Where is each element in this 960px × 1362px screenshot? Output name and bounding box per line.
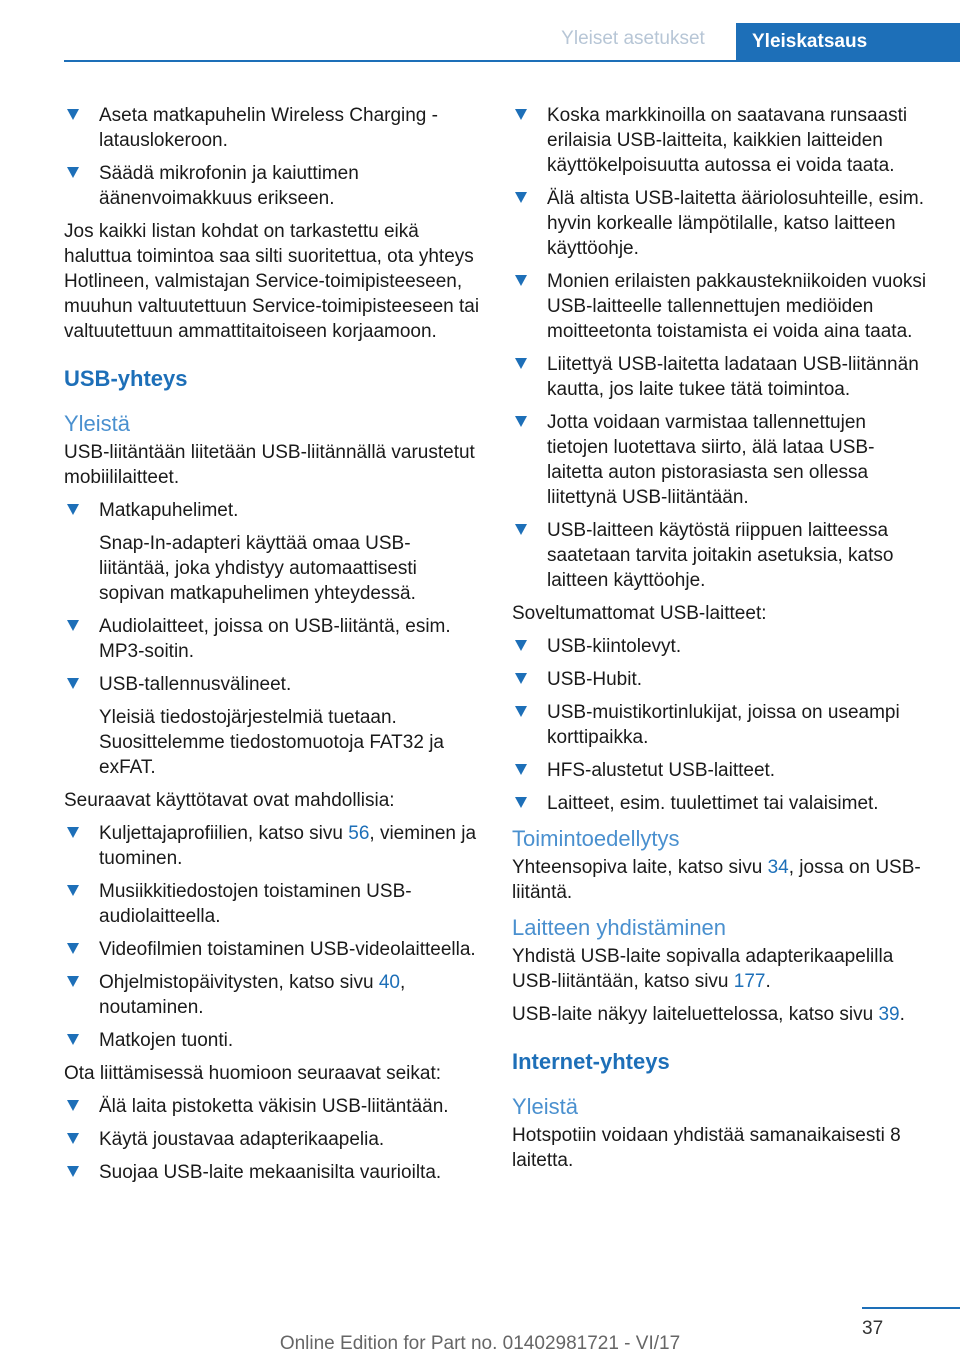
list-item: Älä laita pistoketta väkisin USB-liitäntään. bbox=[64, 1094, 480, 1119]
page-header bbox=[0, 0, 960, 62]
paragraph: USB-liitäntään liitetään USB-liitännällä varustetut mobiililaitteet. bbox=[64, 442, 475, 488]
bullet-triangle-icon bbox=[67, 1034, 79, 1045]
paragraph: Soveltumattomat USB-laitteet: bbox=[512, 603, 767, 624]
paragraph: USB-laite näkyy laiteluettelossa, katso sivu 39. bbox=[512, 1004, 905, 1025]
list-item: USB-kiintolevyt. bbox=[512, 634, 928, 659]
bullet-triangle-icon bbox=[515, 275, 527, 286]
bullet-triangle-icon bbox=[515, 358, 527, 369]
list-item: Matkapuhelimet. Snap-In-adapteri käyttää omaa USB-liitäntää, joka yhdistyy automaattisesti sopivan matkapuhelimen yhteydessä. bbox=[64, 498, 480, 606]
paragraph: Yhteensopiva laite, katso sivu 34, jossa on USB-liitäntä. bbox=[512, 857, 921, 903]
subheading-laitteen-yhdistaminen: Laitteen yhdistäminen bbox=[512, 915, 727, 940]
paragraph: Jos kaikki listan kohdat on tarkastettu eikä haluttua toimintoa saa silti suoritettua, ota yhteys Hotlineen, valmistajan Service-toimipisteeseen, muuhun valtuutettuun Service-toimipisteeseen tai valtuutettuun ammattitaitoiseen korjaamoon. bbox=[64, 221, 480, 342]
section-heading-internet: Internet-yhteys bbox=[512, 1049, 670, 1074]
bullet-triangle-icon bbox=[515, 640, 527, 651]
list-item: Suojaa USB-laite mekaanisilta vaurioilta. bbox=[64, 1160, 480, 1185]
list-item: USB-muistikortinlukijat, joissa on useampi korttipaikka. bbox=[512, 700, 928, 750]
bullet-triangle-icon bbox=[67, 827, 79, 838]
list-item: Musiikkitiedostojen toistaminen USB-audiolaitteella. bbox=[64, 879, 480, 929]
bullet-triangle-icon bbox=[67, 1100, 79, 1111]
subheading-yleista: Yleistä bbox=[512, 1094, 579, 1119]
bullet-triangle-icon bbox=[67, 885, 79, 896]
list-item: Jotta voidaan varmistaa tallennettujen tietojen luotettava siirto, älä lataa USB-laitetta auton pistorasiasta sen ollessa liitettynä USB-liitäntään. bbox=[512, 410, 928, 510]
bullet-triangle-icon bbox=[515, 706, 527, 717]
list-item: Älä altista USB-laitetta ääriolosuhteille, esim. hyvin korkealle lämpötilalle, katso laitteen käyttöohje. bbox=[512, 186, 928, 261]
bullet-triangle-icon bbox=[67, 504, 79, 515]
list-item: Säädä mikrofonin ja kaiuttimen äänenvoimakkuus erikseen. bbox=[64, 161, 480, 211]
list-item-detail: Snap-In-adapteri käyttää omaa USB-liitäntää, joka yhdistyy automaattisesti sopivan matkapuhelimen yhteydessä. bbox=[99, 533, 417, 604]
bullet-triangle-icon bbox=[67, 943, 79, 954]
list-item: Audiolaitteet, joissa on USB-liitäntä, esim. MP3-soitin. bbox=[64, 614, 480, 664]
page-link[interactable]: 56 bbox=[348, 823, 370, 844]
page-number-rule bbox=[862, 1307, 960, 1309]
bullet-triangle-icon bbox=[515, 524, 527, 535]
bullet-triangle-icon bbox=[67, 620, 79, 631]
list-item: Ohjelmistopäivitysten, katso sivu 40, noutaminen. bbox=[64, 970, 480, 1020]
list-item: Laitteet, esim. tuulettimet tai valaisimet. bbox=[512, 791, 928, 816]
bullet-triangle-icon bbox=[67, 976, 79, 987]
paragraph: Yhdistä USB-laite sopivalla adapterikaapelilla USB-liitäntään, katso sivu 177. bbox=[512, 946, 894, 992]
list-item: Koska markkinoilla on saatavana runsaasti erilaisia USB-laitteita, kaikkien laitteiden käyttökelpoisuutta autossa ei voida taata. bbox=[512, 103, 928, 178]
subheading-yleista: Yleistä bbox=[64, 411, 131, 436]
page-link[interactable]: 40 bbox=[378, 972, 400, 993]
list-item: USB-laitteen käytöstä riippuen laitteessa saatetaan tarvita joitakin asetuksia, katso laitteen käyttöohje. bbox=[512, 518, 928, 593]
header-section-title: Yleiset asetukset bbox=[561, 28, 705, 49]
page-link[interactable]: 39 bbox=[878, 1004, 900, 1025]
list-item: Videofilmien toistaminen USB-videolaitteella. bbox=[64, 937, 480, 962]
page-number: 37 bbox=[862, 1318, 884, 1339]
paragraph: Seuraavat käyttötavat ovat mahdollisia: bbox=[64, 790, 395, 811]
bullet-triangle-icon bbox=[67, 1166, 79, 1177]
paragraph: Ota liittämisessä huomioon seuraavat seikat: bbox=[64, 1063, 442, 1084]
paragraph: Hotspotiin voidaan yhdistää samanaikaisesti 8 laitetta. bbox=[512, 1125, 901, 1171]
list-item: Kuljettajaprofiilien, katso sivu 56, vieminen ja tuominen. bbox=[64, 821, 480, 871]
list-item: USB-Hubit. bbox=[512, 667, 928, 692]
list-item: Matkojen tuonti. bbox=[64, 1028, 480, 1053]
subheading-toimintoedellytys: Toimintoedellytys bbox=[512, 826, 680, 851]
page-link[interactable]: 34 bbox=[767, 857, 789, 878]
left-column bbox=[64, 103, 480, 1193]
header-chapter-tab: Yleiskatsaus bbox=[736, 23, 960, 61]
bullet-triangle-icon bbox=[67, 167, 79, 178]
header-rule bbox=[64, 60, 960, 62]
right-column bbox=[512, 103, 928, 1181]
page-link[interactable]: 177 bbox=[733, 971, 766, 992]
bullet-triangle-icon bbox=[515, 192, 527, 203]
bullet-triangle-icon bbox=[515, 797, 527, 808]
list-item: Käytä joustavaa adapterikaapelia. bbox=[64, 1127, 480, 1152]
list-item: HFS-alustetut USB-laitteet. bbox=[512, 758, 928, 783]
list-item: Monien erilaisten pakkaustekniikoiden vuoksi USB-laitteelle tallennettujen mediöiden moitteetonta toistamista ei voida aina taata. bbox=[512, 269, 928, 344]
footer-edition: Online Edition for Part no. 01402981721 - VI/17 bbox=[279, 1333, 681, 1354]
list-item: Aseta matkapuhelin Wireless Charging -latauslokeroon. bbox=[64, 103, 480, 153]
bullet-triangle-icon bbox=[515, 764, 527, 775]
bullet-triangle-icon bbox=[67, 678, 79, 689]
bullet-triangle-icon bbox=[515, 416, 527, 427]
list-item: Liitettyä USB-laitetta ladataan USB-liitännän kautta, jos laite tukee tätä toimintoa. bbox=[512, 352, 928, 402]
bullet-triangle-icon bbox=[515, 673, 527, 684]
section-heading-usb: USB-yhteys bbox=[64, 366, 188, 391]
list-item: USB-tallennusvälineet. Yleisiä tiedostojärjestelmiä tuetaan. Suosittelemme tiedostomuotoja FAT32 ja exFAT. bbox=[64, 672, 480, 780]
bullet-triangle-icon bbox=[515, 109, 527, 120]
list-item-detail: Yleisiä tiedostojärjestelmiä tuetaan. Suosittelemme tiedostomuotoja FAT32 ja exFAT. bbox=[99, 707, 444, 778]
bullet-triangle-icon bbox=[67, 1133, 79, 1144]
bullet-triangle-icon bbox=[67, 109, 79, 120]
